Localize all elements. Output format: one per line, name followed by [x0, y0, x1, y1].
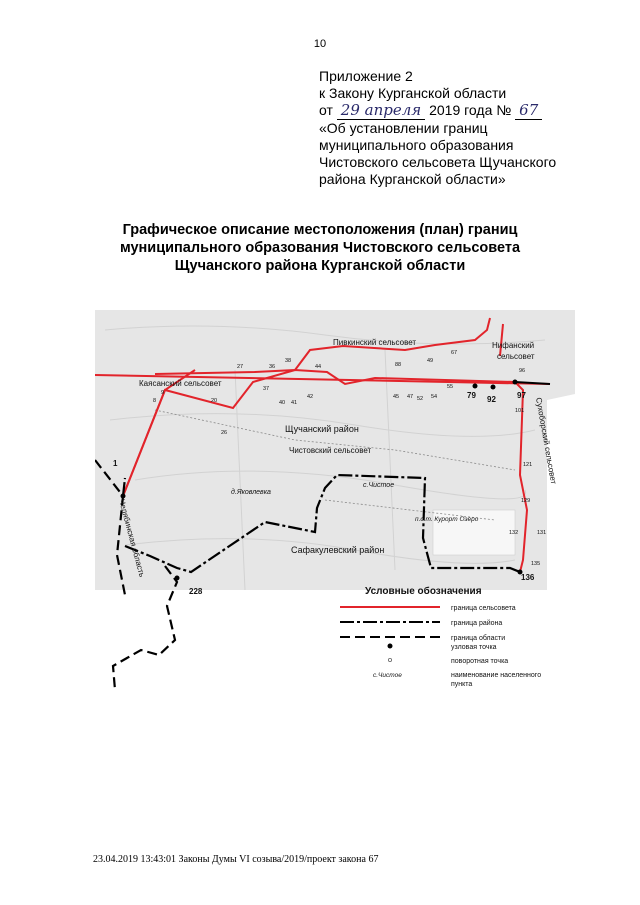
appendix-line-6: Чистовского сельсовета Щучанского [319, 154, 557, 170]
legend-turn-symbol [388, 658, 391, 661]
turn-label-129: 129 [521, 498, 531, 504]
turn-label-121: 121 [523, 462, 533, 468]
footer-stamp: 23.04.2019 13:43:01 Законы Думы VI созыва/2019/проект закона 67 [93, 854, 379, 865]
boundary-map [95, 310, 575, 688]
turn-label-54: 54 [431, 394, 438, 400]
document-title [90, 221, 550, 275]
legend-item-settlement-2: пункта [451, 681, 473, 688]
turn-label-40: 40 [279, 400, 286, 406]
turn-label-36: 36 [269, 364, 276, 370]
settlement-kurort: п.с.т. Курорт Озеро [415, 516, 479, 523]
legend-node-symbol [388, 644, 393, 649]
year-text: 2019 года № [429, 102, 512, 118]
node-label-79: 79 [467, 391, 476, 400]
turn-label-88: 88 [395, 362, 402, 368]
legend-item-turn: поворотная точка [451, 658, 509, 665]
map-legend [340, 585, 541, 688]
node-label-92: 92 [487, 395, 496, 404]
label-safakulevsky: Сафакулевский район [291, 545, 385, 555]
turn-label-45: 45 [393, 394, 400, 400]
turn-label-132: 132 [509, 530, 519, 536]
legend-settlement-sample: с.Чистое [373, 672, 402, 679]
legend-item-oblast: граница области [451, 635, 506, 642]
node-label-136: 136 [521, 573, 535, 582]
date-prefix: от [319, 102, 333, 118]
turn-label-52: 52 [417, 396, 424, 402]
turn-label-131: 131 [537, 530, 547, 536]
appendix-line-7: района Курганской области» [319, 171, 506, 187]
turn-label-8: 8 [153, 398, 157, 404]
turn-label-37: 37 [263, 386, 270, 392]
settlement-chistoe: с.Чистое [363, 482, 395, 489]
settlement-yakovlevka: д.Яковлевка [231, 489, 271, 496]
turn-label-67: 67 [451, 350, 458, 356]
turn-label-135: 135 [531, 561, 541, 567]
handwritten-date: 29 апреля [337, 102, 425, 120]
legend-item-district: граница района [451, 620, 503, 627]
page-number: 10 [313, 38, 327, 50]
turn-label-26: 26 [221, 430, 228, 436]
turn-label-41: 41 [291, 400, 298, 406]
legend-item-sovet: граница сельсовета [451, 605, 516, 612]
node-label-97: 97 [517, 391, 526, 400]
label-kayasansky: Каясанский сельсовет [139, 379, 222, 388]
appendix-block [319, 68, 581, 188]
legend-item-node: узловая точка [451, 644, 497, 651]
turn-label-96: 96 [519, 368, 526, 374]
turn-label-101: 101 [515, 408, 525, 414]
appendix-line-2: к Закону Курганской области [319, 85, 507, 101]
label-nifansky-1: Нифанский [492, 341, 535, 350]
node-label-228: 228 [189, 587, 203, 596]
appendix-line-4: «Об установлении границ [319, 120, 488, 136]
turn-label-55: 55 [447, 384, 454, 390]
title-line-2: муниципального образования Чистовского сельсовета [119, 240, 521, 256]
legend-title: Условные обозначения [365, 586, 482, 597]
turn-label-27: 27 [237, 364, 244, 370]
node-label-1: 1 [113, 459, 118, 468]
turn-label-42: 42 [307, 394, 314, 400]
label-sukhoborsky: Сухоборский сельсовет [534, 396, 559, 485]
turn-label-20: 20 [211, 398, 218, 404]
turn-label-49: 49 [427, 358, 434, 364]
turn-label-47: 47 [407, 394, 414, 400]
label-chistovsky: Чистовский сельсовет [289, 446, 372, 455]
title-line-1: Графическое описание местоположения (план) границ [122, 222, 518, 238]
label-pivkinsky: Пивкинский сельсовет [333, 338, 417, 347]
appendix-line-1: Приложение 2 [319, 68, 413, 84]
legend-item-settlement-1: наименование населенного [451, 672, 542, 679]
turn-label-38: 38 [285, 358, 292, 364]
label-nifansky-2: сельсовет [497, 352, 535, 361]
title-line-3: Щучанского района Курганской области [174, 258, 466, 274]
appendix-date-line [319, 102, 581, 120]
turn-label-9: 9 [161, 390, 165, 396]
label-chelyabinsk: Челябинская область [117, 498, 147, 579]
turn-label-44: 44 [315, 364, 322, 370]
appendix-line-5: муниципального образования [319, 137, 514, 153]
handwritten-number: 67 [515, 102, 542, 120]
label-shchuchansky: Щучанский район [285, 424, 359, 434]
